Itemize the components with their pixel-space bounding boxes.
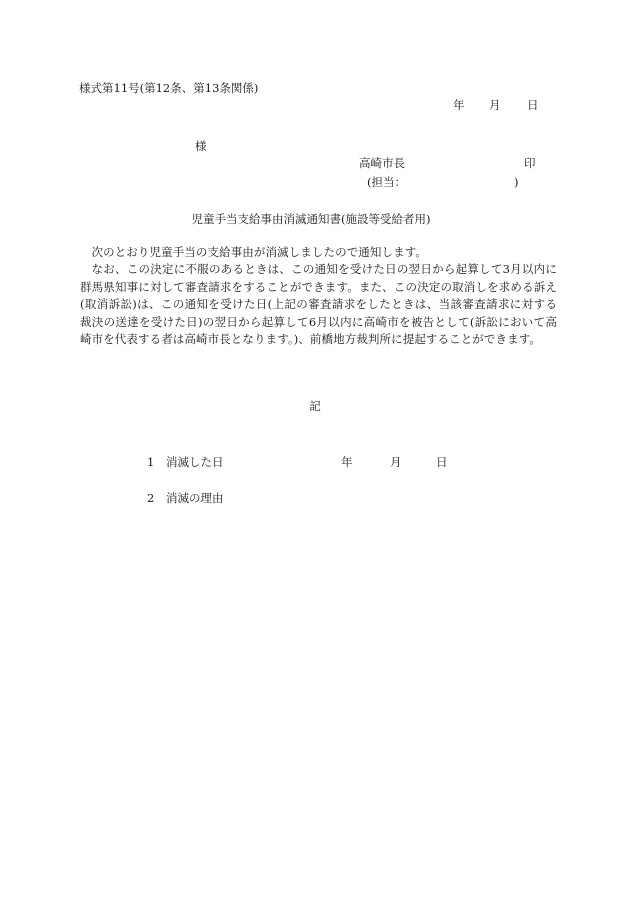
addressee-suffix: 様 [195, 139, 207, 153]
item-1-day-label: 日 [436, 455, 448, 469]
item-1-month-label: 月 [390, 455, 402, 469]
item-1-number: 1 [147, 455, 155, 469]
item-1-date [341, 455, 448, 469]
date-day-label: 日 [527, 98, 539, 112]
date-year-label: 年 [453, 98, 465, 112]
contact-label: (担当： [367, 175, 406, 189]
body-text [80, 244, 557, 348]
date-month-label: 月 [489, 98, 501, 112]
item-2 [147, 491, 224, 505]
body-paragraph-1: 次のとおり児童手当の支給事由が消滅しましたので通知します。 [91, 245, 427, 259]
item-2-number: 2 [147, 491, 155, 505]
ki-heading: 記 [309, 399, 321, 413]
item-1-year-label: 年 [341, 455, 353, 469]
contact-close-paren: ) [514, 175, 519, 189]
form-number: 様式第11号(第12条、第13条関係) [79, 81, 259, 95]
item-2-label: 消滅の理由 [166, 491, 224, 505]
body-paragraph-2: なお、この決定に不服のあるときは、この通知を受けた日の翌日から起算して3月以内に群馬県知事に対して審査請求をすることができます。また、この決定の取消しを求める訴え(取消訴訟)は、この通知を受けた日(上記の審査請求をしたときは、当該審査請求に対する裁決の送達を受けた日)の翌日から起算して6月以内に高崎市を被告として(訴訟において高崎市を代表する者は高崎市長となります。)、前橋地方裁判所に提起することができます。 [80, 262, 557, 347]
date-line [453, 98, 539, 112]
item-1-label: 消滅した日 [166, 455, 224, 469]
item-1 [147, 455, 224, 469]
issuer-title: 高崎市長 [359, 156, 405, 170]
document-title: 児童手当支給事由消滅通知書(施設等受給者用) [191, 212, 431, 226]
seal-mark: 印 [524, 156, 536, 170]
